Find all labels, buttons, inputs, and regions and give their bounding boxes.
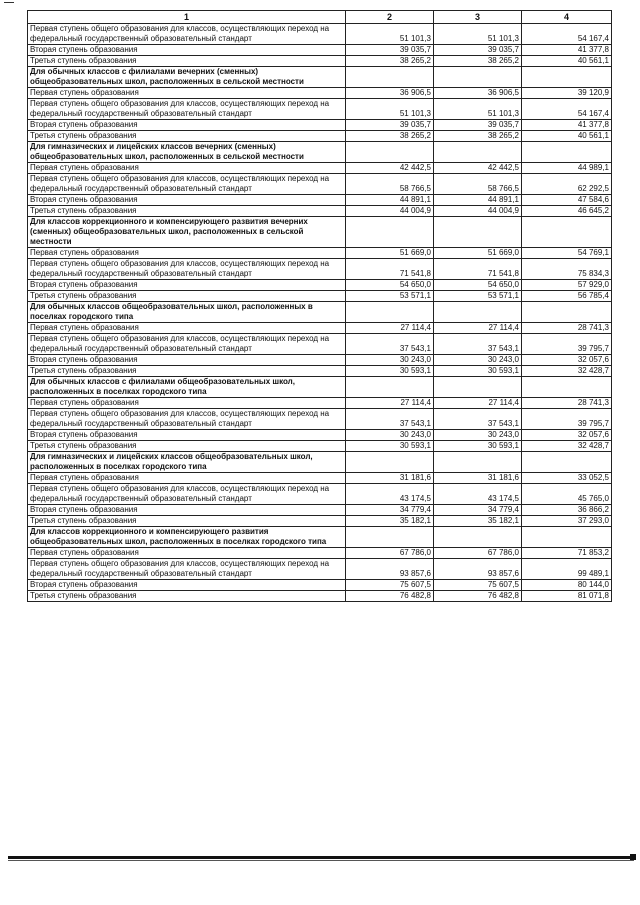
row-label: Третья ступень образования xyxy=(28,516,346,527)
value-cell: 38 265,2 xyxy=(346,56,434,67)
row-label: Первая ступень общего образования для классов, осуществляющих переход на федеральный государственный образовательный стандарт xyxy=(28,559,346,580)
value-cell: 44 989,1 xyxy=(522,163,612,174)
value-cell: 58 766,5 xyxy=(346,174,434,195)
section-header-row xyxy=(28,527,612,548)
row-label: Вторая ступень образования xyxy=(28,195,346,206)
section-label: Для гимназических и лицейских классов общеобразовательных школ, расположенных в поселках городского типа xyxy=(28,452,346,473)
value-cell: 37 293,0 xyxy=(522,516,612,527)
value-cell: 39 035,7 xyxy=(346,120,434,131)
row-label: Третья ступень образования xyxy=(28,441,346,452)
value-cell: 27 114,4 xyxy=(346,398,434,409)
value-cell xyxy=(346,217,434,248)
value-cell: 30 593,1 xyxy=(346,366,434,377)
table-body xyxy=(28,24,612,602)
table-row xyxy=(28,516,612,527)
value-cell: 39 795,7 xyxy=(522,409,612,430)
row-label: Первая ступень образования xyxy=(28,398,346,409)
value-cell: 37 543,1 xyxy=(434,409,522,430)
section-label: Для обычных классов с филиалами общеобразовательных школ, расположенных в поселках городского типа xyxy=(28,377,346,398)
value-cell: 35 182,1 xyxy=(346,516,434,527)
value-cell: 34 779,4 xyxy=(434,505,522,516)
value-cell: 43 174,5 xyxy=(346,484,434,505)
value-cell: 38 265,2 xyxy=(346,131,434,142)
row-label: Первая ступень образования xyxy=(28,548,346,559)
value-cell: 67 786,0 xyxy=(434,548,522,559)
table-row xyxy=(28,548,612,559)
footer-rule xyxy=(8,856,636,859)
value-cell: 42 442,5 xyxy=(346,163,434,174)
section-label: Для гимназических и лицейских классов вечерних (сменных) общеобразовательных школ, расположенных в сельской местности xyxy=(28,142,346,163)
value-cell: 42 442,5 xyxy=(434,163,522,174)
value-cell: 54 167,4 xyxy=(522,99,612,120)
value-cell: 39 035,7 xyxy=(434,120,522,131)
table-row xyxy=(28,484,612,505)
column-header: 2 xyxy=(346,11,434,24)
value-cell: 36 906,5 xyxy=(434,88,522,99)
value-cell xyxy=(522,142,612,163)
value-cell: 44 891,1 xyxy=(434,195,522,206)
table-row xyxy=(28,280,612,291)
table-row xyxy=(28,430,612,441)
value-cell: 54 650,0 xyxy=(434,280,522,291)
row-label: Третья ступень образования xyxy=(28,56,346,67)
section-label: Для обычных классов общеобразовательных школ, расположенных в поселках городского типа xyxy=(28,302,346,323)
value-cell xyxy=(522,302,612,323)
value-cell: 93 857,6 xyxy=(434,559,522,580)
value-cell xyxy=(522,527,612,548)
value-cell: 37 543,1 xyxy=(346,409,434,430)
value-cell: 44 004,9 xyxy=(346,206,434,217)
table-row xyxy=(28,591,612,602)
footer-rule-end-mark xyxy=(630,854,636,860)
row-label: Вторая ступень образования xyxy=(28,120,346,131)
value-cell: 75 607,5 xyxy=(346,580,434,591)
value-cell xyxy=(346,527,434,548)
table-row xyxy=(28,473,612,484)
row-label: Первая ступень общего образования для классов, осуществляющих переход на федеральный государственный образовательный стандарт xyxy=(28,484,346,505)
value-cell: 38 265,2 xyxy=(434,56,522,67)
value-cell xyxy=(346,452,434,473)
value-cell xyxy=(434,377,522,398)
value-cell xyxy=(522,217,612,248)
table-row xyxy=(28,248,612,259)
table-row xyxy=(28,195,612,206)
table-row xyxy=(28,45,612,56)
table-row xyxy=(28,398,612,409)
table-row xyxy=(28,355,612,366)
column-header: 1 xyxy=(28,11,346,24)
value-cell: 28 741,3 xyxy=(522,323,612,334)
row-label: Вторая ступень образования xyxy=(28,280,346,291)
value-cell: 27 114,4 xyxy=(434,323,522,334)
row-label: Третья ступень образования xyxy=(28,591,346,602)
table-header-row xyxy=(28,11,612,24)
table-row xyxy=(28,559,612,580)
value-cell: 75 834,3 xyxy=(522,259,612,280)
value-cell: 80 144,0 xyxy=(522,580,612,591)
row-label: Третья ступень образования xyxy=(28,131,346,142)
row-label: Третья ступень образования xyxy=(28,291,346,302)
value-cell xyxy=(434,302,522,323)
value-cell: 39 035,7 xyxy=(434,45,522,56)
value-cell xyxy=(522,452,612,473)
section-header-row xyxy=(28,142,612,163)
section-header-row xyxy=(28,67,612,88)
value-cell: 27 114,4 xyxy=(434,398,522,409)
table-row xyxy=(28,441,612,452)
table-row xyxy=(28,323,612,334)
table-row xyxy=(28,580,612,591)
value-cell: 54 769,1 xyxy=(522,248,612,259)
value-cell: 39 035,7 xyxy=(346,45,434,56)
value-cell: 44 891,1 xyxy=(346,195,434,206)
value-cell: 45 765,0 xyxy=(522,484,612,505)
table-row xyxy=(28,120,612,131)
value-cell: 76 482,8 xyxy=(434,591,522,602)
value-cell xyxy=(434,527,522,548)
value-cell: 28 741,3 xyxy=(522,398,612,409)
value-cell xyxy=(522,67,612,88)
value-cell: 32 428,7 xyxy=(522,441,612,452)
value-cell: 71 541,8 xyxy=(434,259,522,280)
row-label: Первая ступень образования xyxy=(28,473,346,484)
row-label: Первая ступень образования xyxy=(28,248,346,259)
table-row xyxy=(28,291,612,302)
value-cell: 76 482,8 xyxy=(346,591,434,602)
value-cell: 36 866,2 xyxy=(522,505,612,516)
value-cell: 54 650,0 xyxy=(346,280,434,291)
section-header-row xyxy=(28,302,612,323)
value-cell: 51 669,0 xyxy=(434,248,522,259)
value-cell: 51 101,3 xyxy=(346,24,434,45)
value-cell: 71 853,2 xyxy=(522,548,612,559)
row-label: Вторая ступень образования xyxy=(28,505,346,516)
table-row xyxy=(28,88,612,99)
value-cell: 41 377,8 xyxy=(522,120,612,131)
value-cell: 44 004,9 xyxy=(434,206,522,217)
section-header-row xyxy=(28,452,612,473)
value-cell: 32 057,6 xyxy=(522,355,612,366)
row-label: Первая ступень образования xyxy=(28,88,346,99)
table-row xyxy=(28,366,612,377)
row-label: Первая ступень общего образования для классов, осуществляющих переход на федеральный государственный образовательный стандарт xyxy=(28,409,346,430)
value-cell: 51 101,3 xyxy=(434,24,522,45)
section-header-row xyxy=(28,217,612,248)
scan-mark xyxy=(4,2,14,3)
value-cell: 51 101,3 xyxy=(346,99,434,120)
row-label: Третья ступень образования xyxy=(28,366,346,377)
value-cell: 30 593,1 xyxy=(434,441,522,452)
table-row xyxy=(28,505,612,516)
table-row xyxy=(28,99,612,120)
value-cell: 30 593,1 xyxy=(346,441,434,452)
row-label: Вторая ступень образования xyxy=(28,355,346,366)
value-cell: 81 071,8 xyxy=(522,591,612,602)
value-cell: 62 292,5 xyxy=(522,174,612,195)
column-header: 3 xyxy=(434,11,522,24)
value-cell: 41 377,8 xyxy=(522,45,612,56)
value-cell xyxy=(346,377,434,398)
value-cell: 32 057,6 xyxy=(522,430,612,441)
value-cell: 58 766,5 xyxy=(434,174,522,195)
value-cell: 46 645,2 xyxy=(522,206,612,217)
row-label: Первая ступень образования xyxy=(28,163,346,174)
value-cell: 36 906,5 xyxy=(346,88,434,99)
row-label: Вторая ступень образования xyxy=(28,580,346,591)
value-cell xyxy=(346,302,434,323)
value-cell: 35 182,1 xyxy=(434,516,522,527)
value-cell: 34 779,4 xyxy=(346,505,434,516)
value-cell xyxy=(522,377,612,398)
value-cell: 93 857,6 xyxy=(346,559,434,580)
value-cell: 37 543,1 xyxy=(346,334,434,355)
value-cell: 51 669,0 xyxy=(346,248,434,259)
value-cell: 57 929,0 xyxy=(522,280,612,291)
row-label: Первая ступень образования xyxy=(28,323,346,334)
row-label: Первая ступень общего образования для классов, осуществляющих переход на федеральный государственный образовательный стандарт xyxy=(28,334,346,355)
value-cell: 40 561,1 xyxy=(522,131,612,142)
row-label: Первая ступень общего образования для классов, осуществляющих переход на федеральный государственный образовательный стандарт xyxy=(28,24,346,45)
value-cell: 32 428,7 xyxy=(522,366,612,377)
value-cell: 39 120,9 xyxy=(522,88,612,99)
value-cell: 53 571,1 xyxy=(346,291,434,302)
table-row xyxy=(28,174,612,195)
section-label: Для обычных классов с филиалами вечерних (сменных) общеобразовательных школ, расположенных в сельской местности xyxy=(28,67,346,88)
value-cell: 39 795,7 xyxy=(522,334,612,355)
table-row xyxy=(28,131,612,142)
value-cell: 37 543,1 xyxy=(434,334,522,355)
value-cell: 33 052,5 xyxy=(522,473,612,484)
value-cell: 53 571,1 xyxy=(434,291,522,302)
value-cell xyxy=(434,452,522,473)
value-cell: 75 607,5 xyxy=(434,580,522,591)
value-cell: 38 265,2 xyxy=(434,131,522,142)
value-cell xyxy=(346,67,434,88)
table-row xyxy=(28,163,612,174)
value-cell: 27 114,4 xyxy=(346,323,434,334)
value-cell xyxy=(434,217,522,248)
value-cell: 56 785,4 xyxy=(522,291,612,302)
value-cell xyxy=(434,142,522,163)
funding-table xyxy=(27,10,612,602)
value-cell: 47 584,6 xyxy=(522,195,612,206)
value-cell: 67 786,0 xyxy=(346,548,434,559)
section-header-row xyxy=(28,377,612,398)
value-cell: 30 243,0 xyxy=(434,430,522,441)
row-label: Первая ступень общего образования для классов, осуществляющих переход на федеральный государственный образовательный стандарт xyxy=(28,99,346,120)
table-row xyxy=(28,409,612,430)
value-cell: 71 541,8 xyxy=(346,259,434,280)
value-cell xyxy=(434,67,522,88)
table-row xyxy=(28,259,612,280)
value-cell: 31 181,6 xyxy=(346,473,434,484)
section-label: Для классов коррекционного и компенсирующего развития общеобразовательных школ, расположенных в поселках городского типа xyxy=(28,527,346,548)
table-row xyxy=(28,24,612,45)
table-row xyxy=(28,56,612,67)
table-row xyxy=(28,334,612,355)
section-label: Для классов коррекционного и компенсирующего развития вечерних (сменных) общеобразовательных школ, расположенных в сельской местности xyxy=(28,217,346,248)
value-cell: 54 167,4 xyxy=(522,24,612,45)
value-cell: 31 181,6 xyxy=(434,473,522,484)
table-row xyxy=(28,206,612,217)
row-label: Вторая ступень образования xyxy=(28,430,346,441)
row-label: Третья ступень образования xyxy=(28,206,346,217)
row-label: Первая ступень общего образования для классов, осуществляющих переход на федеральный государственный образовательный стандарт xyxy=(28,174,346,195)
value-cell: 43 174,5 xyxy=(434,484,522,505)
value-cell: 30 243,0 xyxy=(346,430,434,441)
value-cell: 51 101,3 xyxy=(434,99,522,120)
value-cell: 30 243,0 xyxy=(346,355,434,366)
row-label: Первая ступень общего образования для классов, осуществляющих переход на федеральный государственный образовательный стандарт xyxy=(28,259,346,280)
column-header: 4 xyxy=(522,11,612,24)
value-cell: 30 243,0 xyxy=(434,355,522,366)
footer-rule-thin xyxy=(8,860,634,861)
value-cell: 40 561,1 xyxy=(522,56,612,67)
value-cell: 99 489,1 xyxy=(522,559,612,580)
value-cell xyxy=(346,142,434,163)
value-cell: 30 593,1 xyxy=(434,366,522,377)
row-label: Вторая ступень образования xyxy=(28,45,346,56)
